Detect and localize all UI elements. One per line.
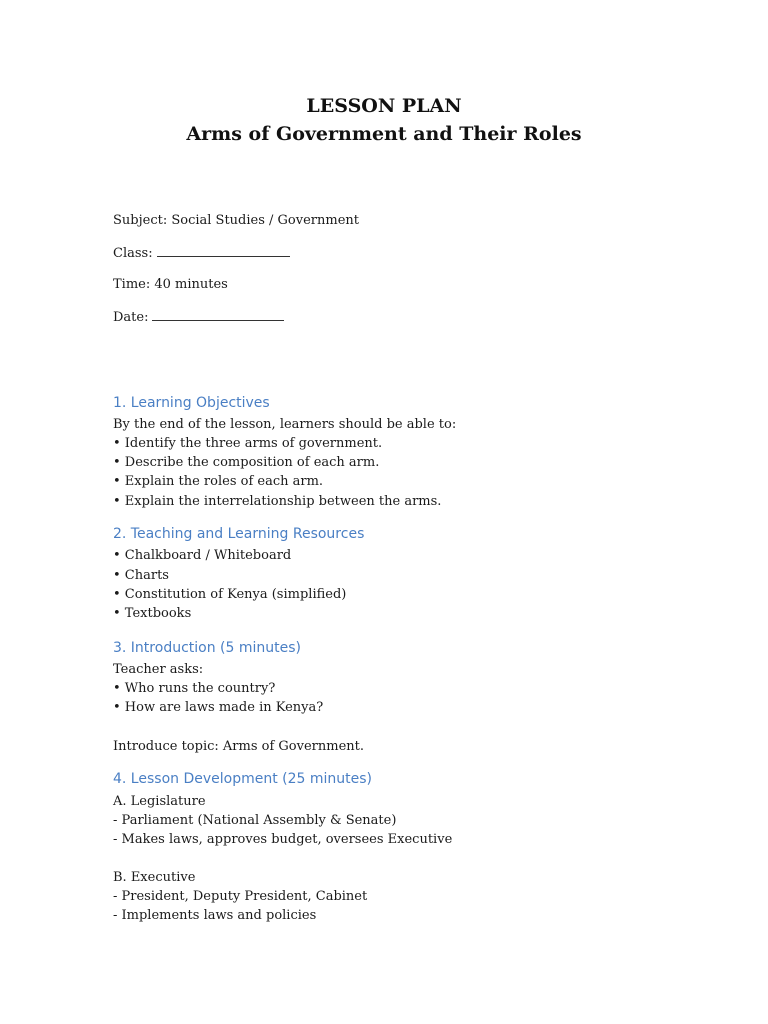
- resource-item: • Charts: [113, 568, 169, 583]
- objectives-intro: By the end of the lesson, learners should be able to:: [113, 417, 457, 432]
- date-blank-line: [152, 309, 284, 321]
- date-label: Date:: [113, 310, 149, 325]
- resource-item: • Chalkboard / Whiteboard: [113, 548, 292, 563]
- date-line: [113, 309, 284, 326]
- development-subheading: B. Executive: [113, 870, 196, 885]
- development-item: - Makes laws, approves budget, oversees Executive: [113, 832, 453, 847]
- section-heading-introduction: 3. Introduction (5 minutes): [113, 640, 301, 656]
- development-item: - President, Deputy President, Cabinet: [113, 889, 368, 904]
- objective-item: • Identify the three arms of government.: [113, 436, 383, 451]
- document-title: LESSON PLAN: [306, 95, 462, 117]
- objective-item: • Describe the composition of each arm.: [113, 455, 380, 470]
- subject-line: Subject: Social Studies / Government: [113, 213, 359, 228]
- introduction-line: Teacher asks:: [113, 662, 204, 677]
- objective-item: • Explain the roles of each arm.: [113, 474, 324, 489]
- document-subtitle: Arms of Government and Their Roles: [186, 123, 582, 145]
- section-heading-resources: 2. Teaching and Learning Resources: [113, 526, 365, 542]
- title-block: [0, 92, 768, 148]
- class-label: Class:: [113, 246, 153, 261]
- introduction-question: • How are laws made in Kenya?: [113, 700, 324, 715]
- introduction-topic: Introduce topic: Arms of Government.: [113, 739, 364, 754]
- class-line: [113, 245, 290, 262]
- development-item: - Implements laws and policies: [113, 908, 317, 923]
- section-heading-objectives: 1. Learning Objectives: [113, 395, 270, 411]
- time-line: Time: 40 minutes: [113, 277, 228, 292]
- development-item: - Parliament (National Assembly & Senate): [113, 813, 397, 828]
- objective-item: • Explain the interrelationship between the arms.: [113, 494, 442, 509]
- section-heading-development: 4. Lesson Development (25 minutes): [113, 771, 373, 787]
- introduction-question: • Who runs the country?: [113, 681, 276, 696]
- resource-item: • Constitution of Kenya (simplified): [113, 587, 347, 602]
- class-blank-line: [157, 245, 290, 257]
- development-subheading: A. Legislature: [113, 794, 206, 809]
- resource-item: • Textbooks: [113, 606, 192, 621]
